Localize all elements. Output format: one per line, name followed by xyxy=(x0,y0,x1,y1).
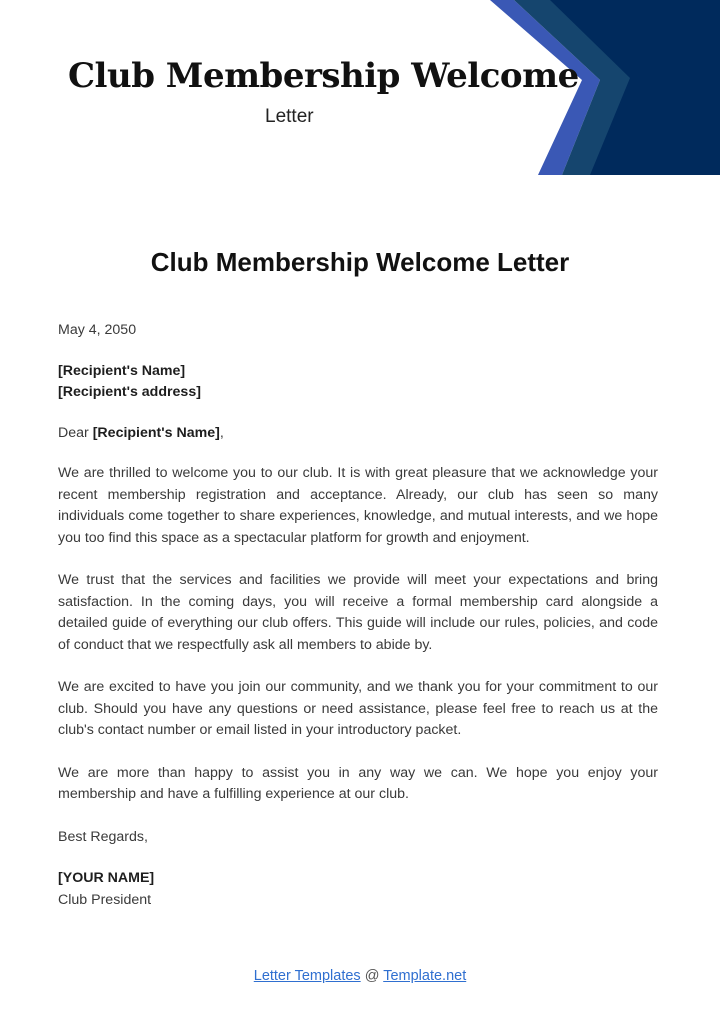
paragraph-2: We trust that the services and facilities we provide will meet your expectations and bring satisfaction. In the coming days, you will receive a formal membership card alongside a detailed guide of everything our club offers. This guide will include our rules, policies, and code of conduct that we respectfully ask all members to abide by. xyxy=(58,572,658,653)
header-title: Club Membership Welcome xyxy=(68,56,579,96)
signer-name: [YOUR NAME] xyxy=(58,870,155,886)
letter-date: May 4, 2050 xyxy=(58,322,137,338)
letter-templates-link[interactable]: Letter Templates xyxy=(253,968,361,984)
letter-title: Club Membership Welcome Letter xyxy=(150,247,570,277)
paragraph-4: We are more than happy to assist you in any way we can. We hope you enjoy your membership and have a fulfilling experience at our club. xyxy=(58,764,658,802)
salutation-prefix: Dear xyxy=(58,424,93,441)
paragraph-1: We are thrilled to welcome you to our club. It is with great pleasure that we acknowledge your recent membership registration and acceptance. Already, our club has seen so many individuals come together to share experiences, knowledge, and mutual interests, and we hope you too find this space as a spectacular platform for growth and enjoyment. xyxy=(58,465,658,546)
recipient-name: [Recipient's Name] xyxy=(58,362,186,379)
salutation-suffix: , xyxy=(219,424,224,441)
recipient-address: [Recipient's address] xyxy=(58,384,201,400)
template-net-link[interactable]: Template.net xyxy=(383,968,467,984)
salutation-name: [Recipient's Name] xyxy=(92,424,220,441)
closing: Best Regards, xyxy=(58,828,148,845)
paragraph-3: We are excited to have you join our community, and we thank you for your commitment to our club. Should you have any questions or need assistance, please feel free to reach us at the club's contact number or email listed in your introductory packet. xyxy=(58,679,658,738)
salutation xyxy=(58,423,658,445)
footer-separator: @ xyxy=(360,968,384,984)
footer xyxy=(0,968,720,984)
signer-title: Club President xyxy=(58,891,152,908)
letter-body xyxy=(58,320,658,911)
header-subtitle: Letter xyxy=(265,106,314,127)
